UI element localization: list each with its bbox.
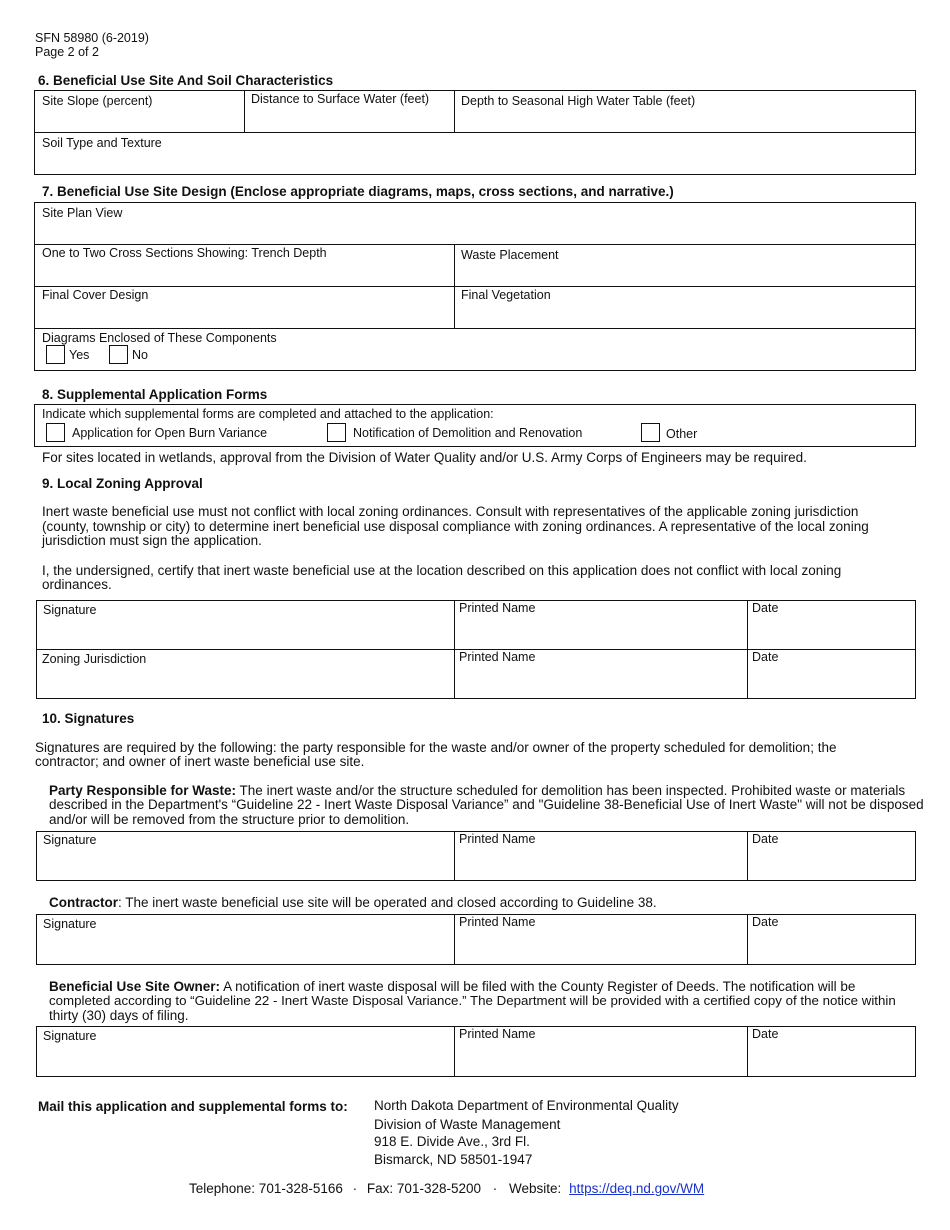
soil-type-field[interactable]: Soil Type and Texture [42, 136, 162, 150]
telephone: Telephone: 701-328-5166 [189, 1181, 343, 1196]
mail-label: Mail this application and supplemental forms to: [38, 1099, 348, 1114]
contractor-signature-field[interactable]: Signature [43, 917, 97, 931]
zoning-para-1a: Inert waste beneficial use must not conflict with local zoning ordinances. Consult with representatives of the applicable zoning jurisdiction [42, 504, 859, 519]
owner-para-a [49, 979, 855, 994]
zoning-date-2-field[interactable]: Date [752, 650, 779, 664]
contractor-date-field[interactable]: Date [752, 915, 779, 929]
signatures-intro-b: contractor; and owner of inert waste beneficial use site. [35, 754, 365, 769]
section-7-title: 7. Beneficial Use Site Design (Enclose appropriate diagrams, maps, cross sections, and narrative.) [42, 184, 674, 199]
section-6-title: 6. Beneficial Use Site And Soil Characteristics [38, 73, 334, 88]
party-label: Party Responsible for Waste: [49, 783, 237, 798]
page-number: Page 2 of 2 [35, 45, 99, 59]
owner-text-1: A notification of inert waste disposal will be filed with the County Register of Deeds. The notification will be [220, 979, 856, 994]
form-number: SFN 58980 (6-2019) [35, 31, 149, 45]
wetlands-note: For sites located in wetlands, approval from the Division of Water Quality and/or U.S. Army Corps of Engineers may be required. [42, 450, 807, 465]
party-para-c: and/or will be removed from the structure prior to demolition. [49, 812, 410, 827]
contractor-text: : The inert waste beneficial use site will be operated and closed according to Guideline 38. [118, 895, 657, 910]
zoning-para-2b: ordinances. [42, 577, 112, 592]
diagrams-yes-checkbox[interactable] [46, 345, 65, 364]
address-line-4: Bismarck, ND 58501-1947 [374, 1152, 533, 1167]
contact-line [189, 1181, 704, 1196]
zoning-date-field[interactable]: Date [752, 601, 779, 615]
distance-surface-water-field[interactable]: Distance to Surface Water (feet) [251, 92, 430, 106]
section-8-title: 8. Supplemental Application Forms [42, 387, 268, 402]
contractor-para [49, 895, 657, 910]
signatures-intro-a: Signatures are required by the following: the party responsible for the waste and/or owner of the property scheduled for demolition; the [35, 740, 837, 755]
contractor-printed-name-field[interactable]: Printed Name [459, 915, 536, 929]
party-printed-name-field[interactable]: Printed Name [459, 832, 536, 846]
owner-label: Beneficial Use Site Owner: [49, 979, 221, 994]
diagrams-enclosed-label: Diagrams Enclosed of These Components [42, 331, 277, 345]
waste-placement-field[interactable]: Waste Placement [461, 248, 559, 262]
site-plan-field[interactable]: Site Plan View [42, 206, 123, 220]
zoning-para-1b: (county, township or city) to determine inert beneficial use disposal compliance with zoning ordinances. A representative of the local zoning [42, 519, 869, 534]
contractor-label: Contractor [49, 895, 119, 910]
party-para-a [49, 783, 905, 798]
owner-signature-field[interactable]: Signature [43, 1029, 97, 1043]
separator-dot-2: · [492, 1181, 498, 1196]
website-label: Website: [509, 1181, 562, 1196]
open-burn-label: Application for Open Burn Variance [72, 426, 268, 440]
party-date-field[interactable]: Date [752, 832, 779, 846]
owner-printed-name-field[interactable]: Printed Name [459, 1027, 536, 1041]
fax: Fax: 701-328-5200 [366, 1181, 481, 1196]
separator-dot: · [352, 1181, 358, 1196]
other-checkbox[interactable] [641, 423, 660, 442]
zoning-signature-field[interactable]: Signature [43, 603, 97, 617]
zoning-jurisdiction-field[interactable]: Zoning Jurisdiction [42, 652, 147, 666]
final-cover-field[interactable]: Final Cover Design [42, 288, 149, 302]
website-link[interactable]: https://deq.nd.gov/WM [569, 1181, 705, 1196]
address-line-3: 918 E. Divide Ave., 3rd Fl. [374, 1134, 530, 1149]
party-text-1: The inert waste and/or the structure scheduled for demolition has been inspected. Prohibited waste or materials [236, 783, 906, 798]
final-vegetation-field[interactable]: Final Vegetation [461, 288, 551, 302]
address-line-2: Division of Waste Management [374, 1117, 561, 1132]
party-para-b: described in the Department's “Guideline 22 - Inert Waste Disposal Variance” and "Guideline 38-Beneficial Use of Inert Waste" will not be disposed [49, 797, 924, 812]
section-9-title: 9. Local Zoning Approval [42, 476, 203, 491]
supplemental-indicate-label: Indicate which supplemental forms are completed and attached to the application: [42, 407, 494, 421]
zoning-para-1c: jurisdiction must sign the application. [42, 533, 262, 548]
open-burn-checkbox[interactable] [46, 423, 65, 442]
cross-sections-field[interactable]: One to Two Cross Sections Showing: Trench Depth [42, 246, 327, 260]
owner-para-c: thirty (30) days of filing. [49, 1008, 189, 1023]
depth-water-table-field[interactable]: Depth to Seasonal High Water Table (feet) [461, 94, 696, 108]
other-label: Other [666, 427, 698, 441]
owner-para-b: completed according to “Guideline 22 - Inert Waste Disposal Variance.” The Department will be provided with a certified copy of the notice within [49, 993, 896, 1008]
diagrams-no-label: No [132, 348, 148, 362]
zoning-para-2a: I, the undersigned, certify that inert waste beneficial use at the location described on this application does not conflict with local zoning [42, 563, 842, 578]
address-line-1: North Dakota Department of Environmental Quality [374, 1098, 679, 1113]
party-signature-field[interactable]: Signature [43, 833, 97, 847]
site-slope-field[interactable]: Site Slope (percent) [42, 94, 153, 108]
demolition-label: Notification of Demolition and Renovation [353, 426, 583, 440]
section-10-title: 10. Signatures [42, 711, 135, 726]
demolition-checkbox[interactable] [327, 423, 346, 442]
diagrams-no-checkbox[interactable] [109, 345, 128, 364]
zoning-printed-name-2-field[interactable]: Printed Name [459, 650, 536, 664]
owner-date-field[interactable]: Date [752, 1027, 779, 1041]
diagrams-yes-label: Yes [69, 348, 90, 362]
zoning-printed-name-field[interactable]: Printed Name [459, 601, 536, 615]
